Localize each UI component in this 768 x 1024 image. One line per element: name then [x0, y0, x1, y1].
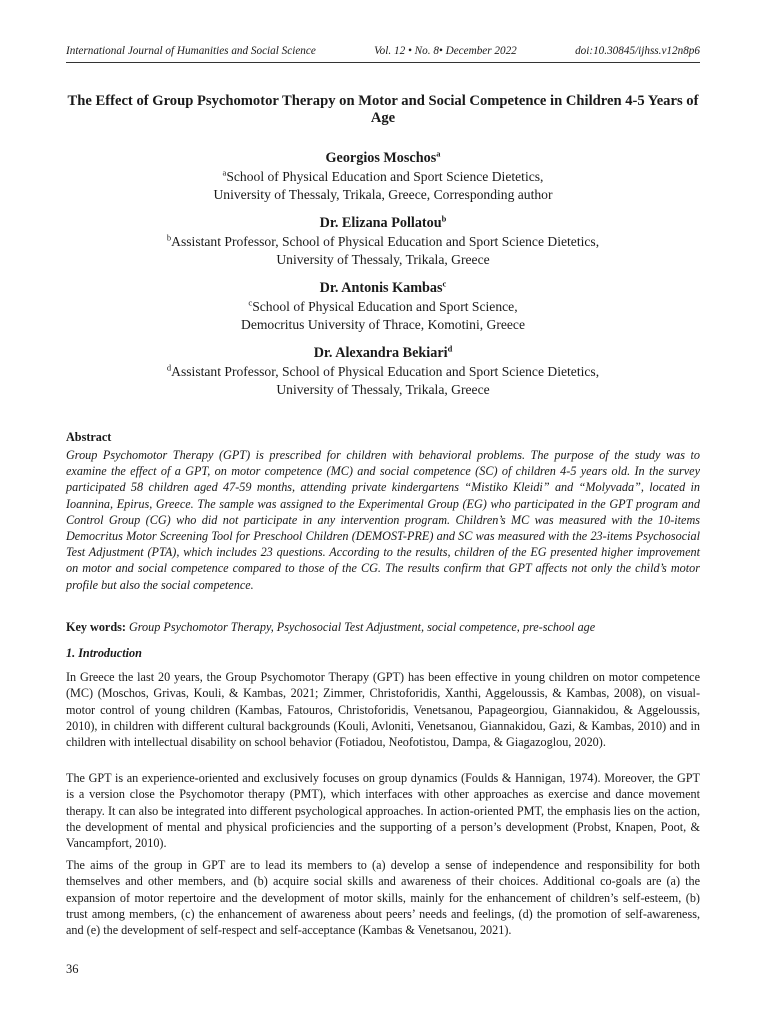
author-name: Dr. Antonis Kambas$^c$ — [319, 278, 447, 296]
author-affiliation: $^b$Assistant Professor, School of Physical Education and Sport Science Dietetics, — [166, 232, 600, 249]
intro-paragraph-3: The aims of the group in GPT are to lead its members to (a) develop a sense of independence and responsibility for both themselves and other members, and (b) acquire social skills and awareness of their choices. Additional co-goals are (a) the expansion of motor repertoire and the development of motor skills, mainly for the enhancement of children’s self-esteem, (b) trust among members, (c) the enhancement of awareness about peers’ needs and feelings, (d) the promotion of self-awareness, and (e) the development of self-respect and self-acceptance (Kambas & Venetsanou, 2021). — [66, 858, 700, 938]
author-affiliation: $^c$School of Physical Education and Sport Science, — [248, 297, 518, 314]
author-name: Georgios Moschos$^a$ — [325, 148, 441, 166]
journal-name: International Journal of Humanities and Social Science — [66, 45, 316, 57]
paper-title: The Effect of Group Psychomotor Therapy on Motor and Social Competence in Children 4-5 Years of Age — [67, 93, 699, 126]
intro-paragraph-2: The GPT is an experience-oriented and exclusively focuses on group dynamics (Foulds & Hannigan, 1974). Moreover, the GPT is a version close the Psychomotor therapy (PMT), which interfaces with other approaches as exercise and dance movement therapy. It can also be integrated into different psychological approaches. In action-oriented PMT, the emphasis lies on the action, the development of mental and physical proficiencies and the supporting of a person’s development (Probst, Knapen, Poot, & Vancampfort, 2010). — [66, 771, 700, 851]
author-affiliation: $^d$Assistant Professor, School of Physical Education and Sport Science Dietetics, — [166, 362, 600, 379]
abstract-text: Group Psychomotor Therapy (GPT) is prescribed for children with behavioral problems. The purpose of the study was to examine the effect of a GPT, on motor competence (MC) and social competence (SC) of children 4-5 years old. In the survey participated 58 children aged 47-59 months, attending private kindergartens “Mistiko Kleidi” and “Molyvada”, located in Ioannina, Epirus, Greece. The sample was assigned to the Experimental Group (EG) who participated in the GPT program and Control Group (CG) who did not participate in any intervention program. Children’s MC was measured with the 10-items Democritus Motor Screening Tool for Preschool Children (DEMOST-PRE) and SC was measured with the 23-items Psychosocial Test Adjustment (PTA), which includes 23 questions. According to the results, children of the EG presented higher improvement on motor and social competence compared to those of the CG. The results confirm that GPT affects not only the child’s motor profile but also the social competence. — [66, 448, 700, 592]
author-name: Dr. Alexandra Bekiari$^d$ — [313, 343, 453, 361]
header-divider — [66, 62, 700, 63]
abstract-heading: Abstract — [66, 430, 112, 444]
author-affiliation-line2: University of Thessaly, Trikala, Greece — [276, 252, 490, 267]
author-block-2 — [66, 213, 700, 269]
doi: doi:10.30845/ijhss.v12n8p6 — [575, 45, 700, 57]
author-affiliation: $^a$School of Physical Education and Sport Science Dietetics, — [222, 167, 544, 184]
introduction-heading: 1. Introduction — [66, 646, 142, 660]
keywords-text: Group Psychomotor Therapy, Psychosocial Test Adjustment, social competence, pre-school age — [128, 620, 596, 634]
keywords-label: Key words: — [66, 620, 126, 634]
volume-info: Vol. 12 • No. 8• December 2022 — [374, 45, 517, 57]
author-affiliation-line2: Democritus University of Thrace, Komotini, Greece — [241, 317, 525, 332]
intro-paragraph-1: In Greece the last 20 years, the Group Psychomotor Therapy (GPT) has been effective in young children on motor competence (MC) (Moschos, Grivas, Kouli, & Kambas, 2021; Zimmer, Christoforidis, Xanthi, Aggeloussis, & Kambas, 2008), on visual-motor control of young children (Kambas, Fatouros, Christoforidis, Venetsanou, Papageorgiou, Giannakidou, & Aggeloussis, 2010), in children with different cultural backgrounds (Kouli, Avloniti, Venetsanou, Giannakidou, Gazi, & Kambas, 2010) and in children with intellectual disability on school behavior (Fotiadou, Neofotistou, Dampa, & Giagazoglou, 2020). — [66, 670, 700, 750]
author-affiliation-line2: University of Thessaly, Trikala, Greece, Corresponding author — [213, 187, 553, 202]
author-name: Dr. Elizana Pollatou$^b$ — [319, 213, 447, 231]
author-affiliation-line2: University of Thessaly, Trikala, Greece — [276, 382, 490, 397]
running-header — [66, 45, 700, 57]
page-number: 36 — [66, 962, 79, 976]
keywords — [66, 619, 700, 635]
author-block-4 — [66, 343, 700, 399]
author-block-1 — [66, 148, 700, 204]
author-block-3 — [66, 278, 700, 334]
